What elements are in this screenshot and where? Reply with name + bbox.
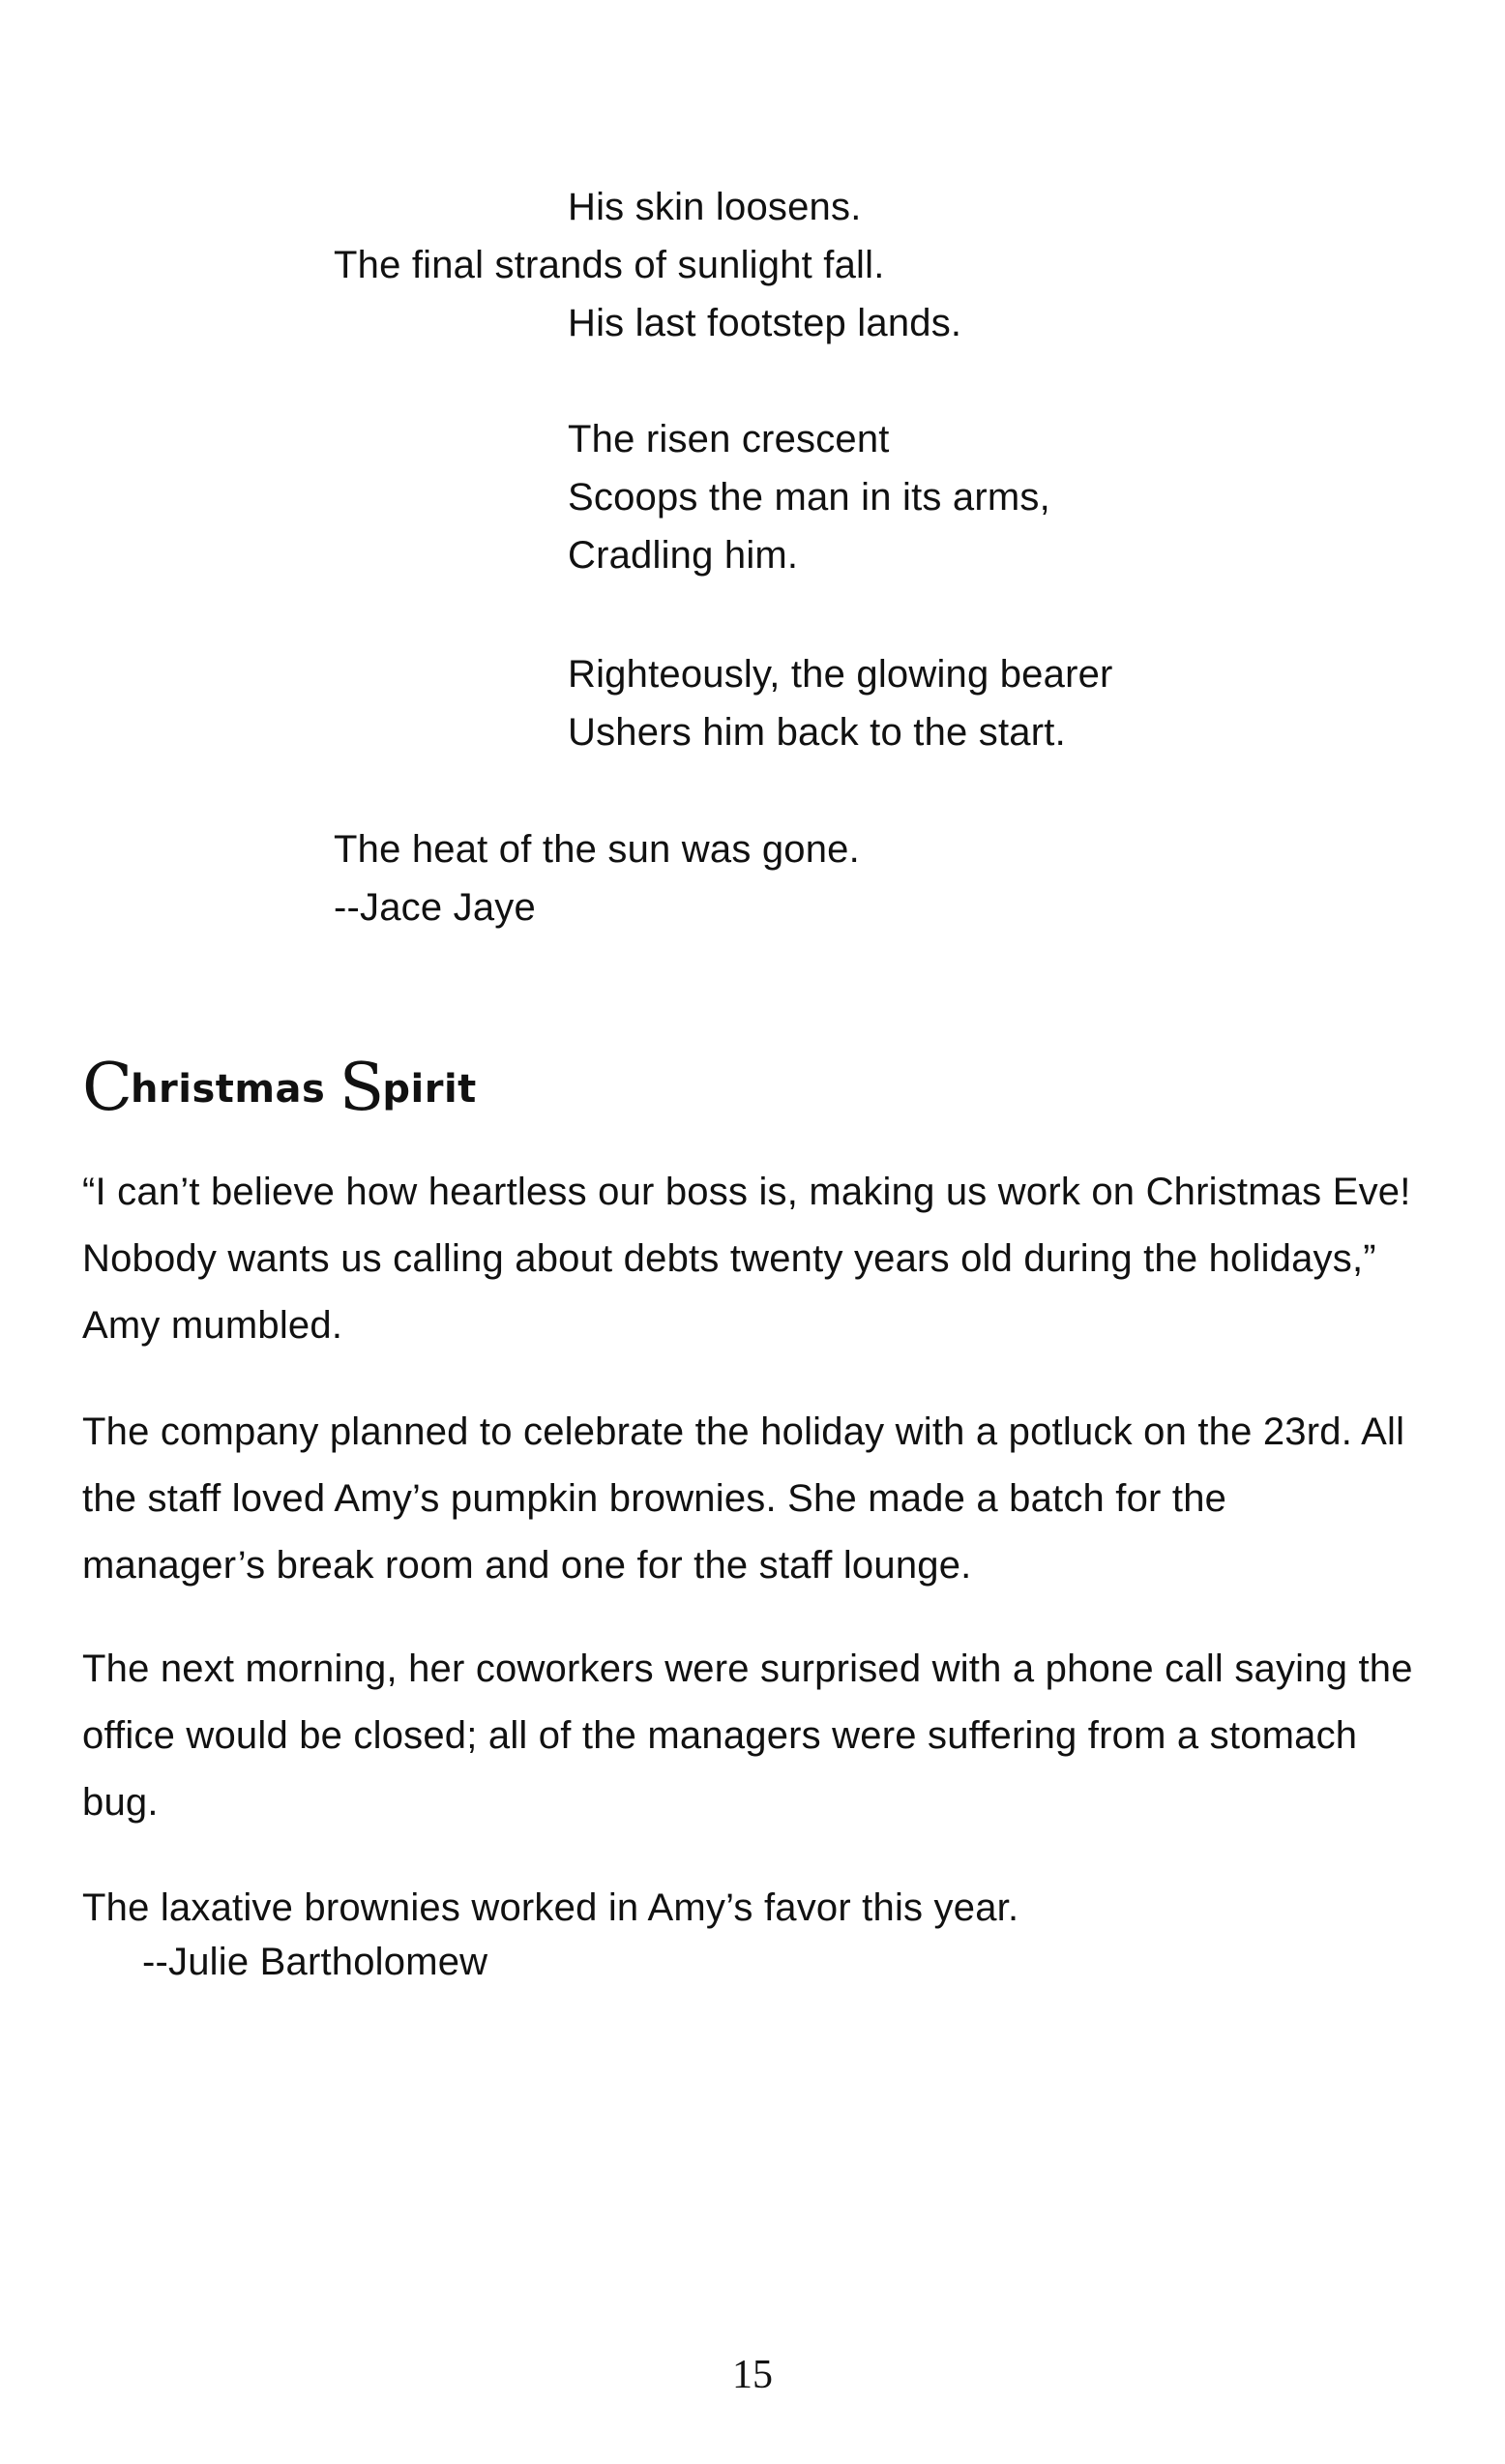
title-text: hristmas bbox=[131, 1067, 339, 1112]
poem-line: Righteously, the glowing bearer bbox=[568, 653, 1113, 696]
poem-line: The final strands of sunlight fall. bbox=[334, 244, 885, 286]
poem-line: His last footstep lands. bbox=[568, 302, 962, 344]
poem-line: Cradling him. bbox=[568, 534, 799, 577]
page-number: 15 bbox=[732, 2353, 773, 2397]
story-paragraph: The company planned to celebrate the holiday with a potluck on the 23rd. All the staff loved Amy’s pumpkin brownies. She made a batch for the manager’s break room and one for the staff lounge. bbox=[82, 1410, 1405, 1587]
poem-line: The heat of the sun was gone. bbox=[334, 828, 860, 871]
poem-author: --Jace Jaye bbox=[334, 886, 536, 929]
story-paragraph: The next morning, her coworkers were surprised with a phone call saying the office would be closed; all of the managers were suffering from a stomach bug. bbox=[82, 1648, 1413, 1824]
poem-line: His skin loosens. bbox=[568, 186, 862, 228]
title-initial: C bbox=[82, 1050, 132, 1126]
poem-line: Ushers him back to the start. bbox=[568, 711, 1066, 754]
story-paragraph: The laxative brownies worked in Amy’s favor this year. bbox=[82, 1886, 1019, 1929]
title-initial: S bbox=[339, 1050, 383, 1126]
story-author: --Julie Bartholomew bbox=[142, 1941, 488, 1983]
story-title bbox=[82, 1050, 477, 1126]
story-paragraph: “I can’t believe how heartless our boss is, making us work on Christmas Eve! Nobody wants us calling about debts twenty years old during the holidays,” Amy mumbled. bbox=[82, 1171, 1411, 1347]
poem-line: The risen crescent bbox=[568, 418, 890, 460]
title-text: pirit bbox=[382, 1067, 477, 1112]
poem-line: Scoops the man in its arms, bbox=[568, 476, 1050, 519]
